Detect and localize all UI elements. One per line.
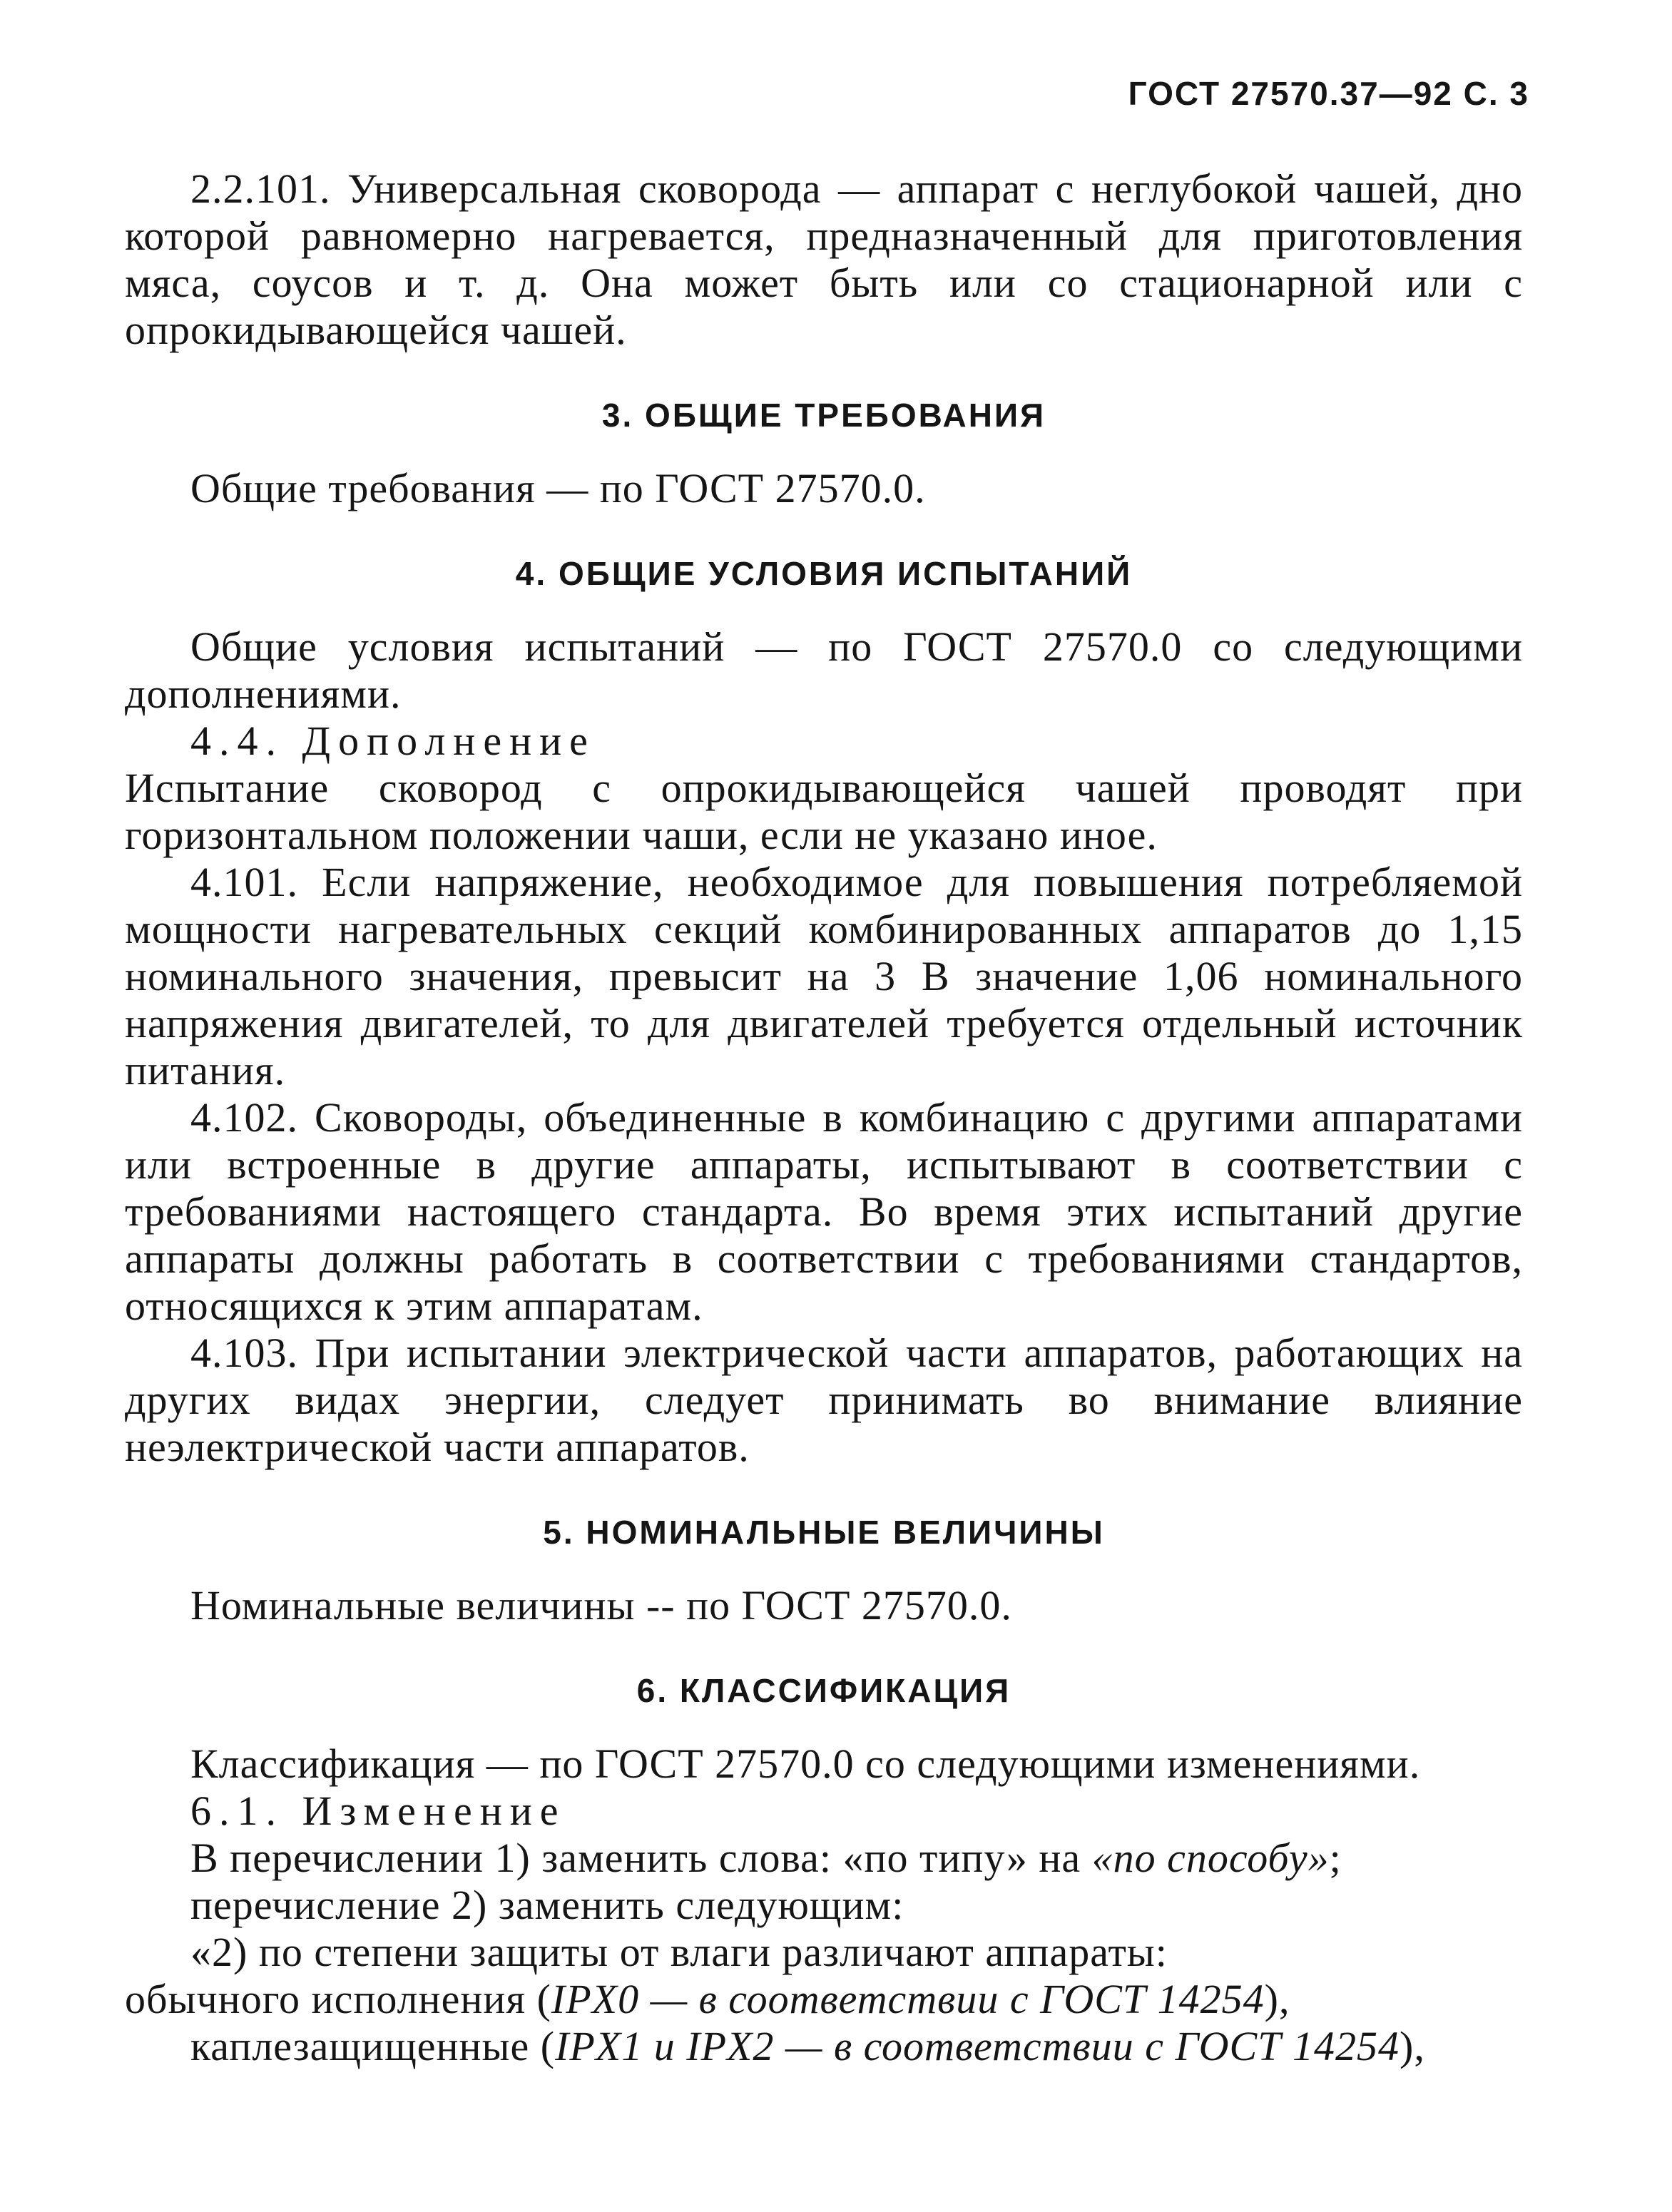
section-4-text: Общие условия испытаний — по ГОСТ 27570.0 со следующими дополнениями.: [125, 623, 1523, 717]
clause-4-4-text: Испытание сковород с опрокидывающейся чашей проводят при горизонтальном положении чаши, если не указано иное.: [125, 765, 1523, 858]
clause-6-1-title-text: 6.1. Изменение: [190, 1788, 566, 1834]
section-3-heading: 3. ОБЩИЕ ТРЕБОВАНИЯ: [601, 397, 1046, 434]
clause-6-1-line-b: перечисление 2) заменить следующим:: [190, 1882, 904, 1928]
line-a-text: В перечислении 1) заменить слова: «по типу» на: [190, 1835, 1092, 1881]
line-d-italic: IPX0 — в соответствии с ГОСТ 14254: [551, 1976, 1265, 2022]
section-6-heading: 6. КЛАССИФИКАЦИЯ: [636, 1672, 1011, 1709]
line-d-text: обычного исполнения (: [125, 1976, 551, 2022]
clause-6-1-line-a: [125, 1835, 1523, 1882]
line-a-italic: «по способу»: [1091, 1835, 1330, 1881]
clause-4-101: 4.101. Если напряжение, необходимое для повышения потребляемой мощности нагревательных секций комбинированных аппаратов до 1,15 номинального значения, превысит на 3 В значение 1,06 номинального напряжения двигателей, то для двигателей требуется отдельный источник питания.: [125, 859, 1523, 1094]
clause-4-102: 4.102. Сковороды, объединенные в комбинацию с другими аппаратами или встроенные в другие аппараты, испытывают в соответствии с требованиями настоящего стандарта. Во время этих испытаний другие аппараты должны работать в соответствии с требованиями стандартов, относящихся к этим аппаратам.: [125, 1094, 1523, 1329]
clause-4-4-title-text: 4.4. Дополнение: [190, 718, 596, 764]
line-e-italic: IPX1 и IPX2 — в соответствии с ГОСТ 14254: [555, 2023, 1400, 2069]
line-a-end: ;: [1329, 1835, 1342, 1881]
line-d-end: ),: [1264, 1976, 1290, 2022]
clause-6-1-line-d: [125, 1976, 1523, 2023]
clause-6-1-title: [125, 1788, 1523, 1835]
line-e-end: ),: [1400, 2023, 1425, 2069]
page-header: ГОСТ 27570.37—92 С. 3: [1128, 75, 1529, 112]
line-e-text: каплезащищенные (: [190, 2023, 556, 2069]
page-content: [125, 165, 1523, 2070]
section-3-text: Общие требования — по ГОСТ 27570.0.: [190, 465, 926, 511]
clause-4-103: 4.103. При испытании электрической части аппаратов, работающих на других видах энергии, следует принимать во внимание влияние неэлектрической части аппаратов.: [125, 1330, 1523, 1470]
section-5-heading: 5. НОМИНАЛЬНЫЕ ВЕЛИЧИНЫ: [543, 1514, 1105, 1551]
section-4-heading: 4. ОБЩИЕ УСЛОВИЯ ИСПЫТАНИЙ: [515, 555, 1133, 592]
section-5-text: Номинальные величины -- по ГОСТ 27570.0.: [190, 1582, 1012, 1629]
section-6-text: Классификация — по ГОСТ 27570.0 со следующими изменениями.: [190, 1740, 1421, 1787]
clause-6-1-line-c: «2) по степени защиты от влаги различают аппараты:: [190, 1929, 1168, 1975]
clause-2-2-101: 2.2.101. Универсальная сковорода — аппарат с неглубокой чашей, дно которой равномерно нагревается, предназначенный для приготовления мяса, соусов и т. д. Она может быть или со стационарной или с опрокидывающейся чашей.: [125, 165, 1523, 353]
clause-4-4-title: [125, 718, 1523, 765]
clause-6-1-line-e: [125, 2023, 1523, 2070]
